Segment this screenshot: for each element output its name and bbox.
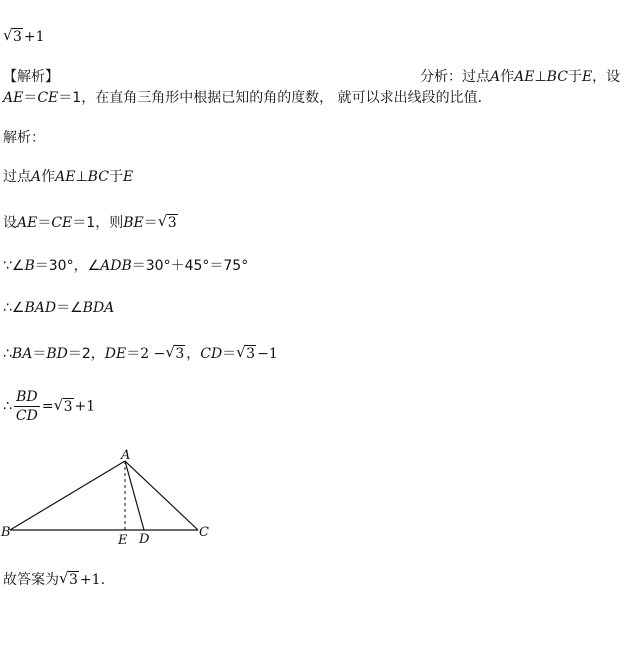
analysis-text: 分析：过点A作AE⊥BC于E，设 [420,69,621,85]
label-b: B [1,525,11,540]
analysis-line-2: AE＝CE＝1，在直角三角形中根据已知的角的度数， 就可以求出线段的比值. [3,90,483,106]
label-c: C [199,525,209,540]
sqrt-expression: √ 3 [53,395,73,415]
fraction: $\frac{BD}{CD}$ [15,389,38,424]
label-a: A [121,448,131,463]
jiexi-label: 解析： [3,130,45,146]
step-6: ∴ $\frac{BD}{CD}$ = √ 3 +1 [3,389,96,424]
step-4: ∴∠BAD＝∠BDA [3,300,115,316]
label-d: D [139,532,150,547]
step-1: 过点A作AE⊥BC于E [3,169,134,185]
jiexi-tag: 【解析】 [3,69,59,85]
label-e: E [118,533,128,548]
step-3: ∵∠B＝30°，∠ADB＝30°＋45°＝75° [3,258,249,274]
sqrt-expression: √ 3 [165,343,185,362]
step-2: 设AE＝CE＝1，则BE＝ √ 3 [3,212,177,231]
segment-ab [10,461,125,530]
sqrt-expression: √ 3 [3,26,22,45]
step-5: ∴BA＝BD＝2，DE＝2 − √ 3 ，CD＝ √ 3 −1 [3,343,278,362]
segment-ac [125,461,198,530]
final-answer: 故答案为 √ 3 +1. [3,569,106,588]
sqrt-expression: √ 3 [157,212,177,231]
sqrt-expression: √ 3 [236,343,256,362]
segment-ad [125,461,144,530]
top-answer: √ 3 +1 [3,26,45,45]
sqrt-expression: √ 3 [59,569,78,588]
